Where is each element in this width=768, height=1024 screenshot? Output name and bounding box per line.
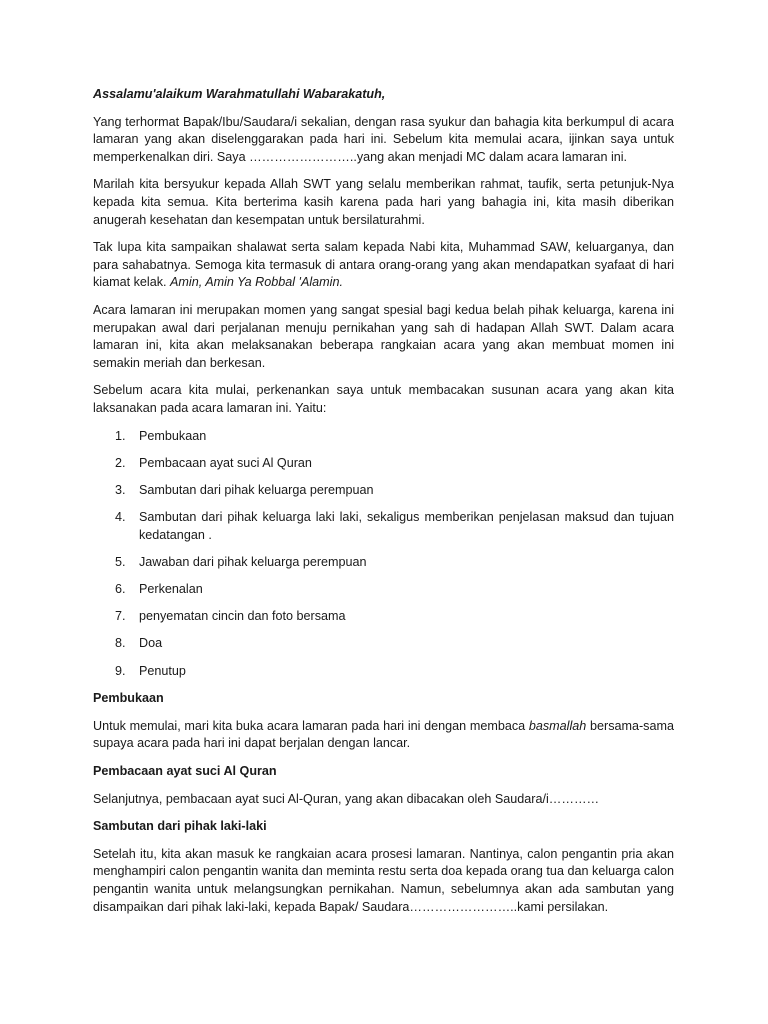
list-item	[93, 482, 674, 500]
list-text: Pembukaan	[139, 428, 207, 443]
list-text: Pembacaan ayat suci Al Quran	[139, 455, 312, 470]
list-item	[93, 509, 674, 544]
list-number: 4.	[115, 510, 126, 525]
list-text: Jawaban dari pihak keluarga perempuan	[139, 554, 367, 569]
list-text: Penutup	[139, 663, 186, 678]
section-heading-pembukaan: Pembukaan	[93, 691, 164, 706]
list-number: 9.	[115, 663, 126, 678]
list-item	[93, 581, 674, 599]
section-heading-sambutan: Sambutan dari pihak laki-laki	[93, 819, 267, 834]
list-number: 8.	[115, 636, 126, 651]
list-number: 3.	[115, 482, 126, 497]
list-text: Sambutan dari pihak keluarga perempuan	[139, 482, 374, 497]
list-number: 1.	[115, 428, 126, 443]
gratitude-paragraph: Marilah kita bersyukur kepada Allah SWT yang selalu memberikan rahmat, taufik, serta petunjuk-Nya kepada kita semua. Kita berterima kasih karena pada hari yang bahagia ini, kita masih diberikan anugerah kesehatan dan kesempatan untuk bersilaturahmi.	[93, 177, 674, 227]
section-heading-quran: Pembacaan ayat suci Al Quran	[93, 763, 277, 778]
basmallah-text: basmallah	[528, 718, 587, 733]
section-text-pembukaan	[93, 718, 674, 753]
event-paragraph: Acara lamaran ini merupakan momen yang sangat spesial bagi kedua belah pihak keluarga, karena ini merupakan awal dari perjalanan menuju pernikahan yang sah di hadapan Allah SWT. Dalam acara lamaran ini, kita akan melaksanakan beberapa rangkaian acara yang akan membuat momen ini semakin meriah dan berkesan.	[93, 302, 674, 370]
agenda-intro-paragraph: Sebelum acara kita mulai, perkenankan saya untuk membacakan susunan acara yang akan kita laksanakan pada acara lamaran ini. Yaitu:	[93, 383, 674, 415]
list-item	[93, 663, 674, 681]
greeting: Assalamu'alaikum Warahmatullahi Wabarakatuh,	[93, 87, 386, 101]
amin-text: Amin, Amin Ya Robbal 'Alamin.	[170, 275, 343, 290]
list-item	[93, 428, 674, 446]
shalawat-text: Tak lupa kita sampaikan shalawat serta salam kepada Nabi kita, Muhammad SAW, keluarganya, dan para sahabatnya. Semoga kita termasuk di antara orang-orang yang akan mendapatkan syafaat di hari kiamat kelak.	[93, 240, 674, 290]
list-number: 6.	[115, 582, 126, 597]
section-text-sambutan: Setelah itu, kita akan masuk ke rangkaian acara prosesi lamaran. Nantinya, calon pengantin pria akan menghampiri calon pengantin wanita dan meminta restu serta doa kepada orang tua dan keluarga calon pengantin wanita untuk melangsungkan pernikahan. Namun, sebelumnya akan ada sambutan yang disampaikan dari pihak laki-laki, kepada Bapak/ Saudara……………………..kami persilakan.	[93, 846, 674, 914]
list-item	[93, 635, 674, 653]
list-number: 5.	[115, 554, 126, 569]
list-text: Doa	[139, 636, 163, 651]
agenda-list	[93, 428, 674, 681]
list-item	[93, 554, 674, 572]
list-text: Perkenalan	[139, 582, 203, 597]
list-number: 7.	[115, 609, 126, 624]
shalawat-paragraph	[93, 239, 674, 292]
list-number: 2.	[115, 455, 126, 470]
list-text: Sambutan dari pihak keluarga laki laki, sekaligus memberikan penjelasan maksud dan tujuan kedatangan .	[139, 510, 674, 542]
list-item	[93, 608, 674, 626]
list-item	[93, 455, 674, 473]
pembukaan-text-after: bersama-sama supaya acara pada hari ini dapat berjalan dengan lancar.	[93, 718, 674, 751]
pembukaan-text-before: Untuk memulai, mari kita buka acara lamaran pada hari ini dengan membaca	[93, 718, 529, 733]
intro-paragraph: Yang terhormat Bapak/Ibu/Saudara/i sekalian, dengan rasa syukur dan bahagia kita berkumpul di acara lamaran yang akan diselenggarakan pada hari ini. Sebelum kita memulai acara, ijinkan saya untuk memperkenalkan diri. Saya ……………………..yang akan menjadi MC dalam acara lamaran ini.	[93, 114, 674, 164]
section-text-quran: Selanjutnya, pembacaan ayat suci Al-Quran, yang akan dibacakan oleh Saudara/i…………	[93, 791, 600, 806]
list-text: penyematan cincin dan foto bersama	[139, 609, 346, 624]
